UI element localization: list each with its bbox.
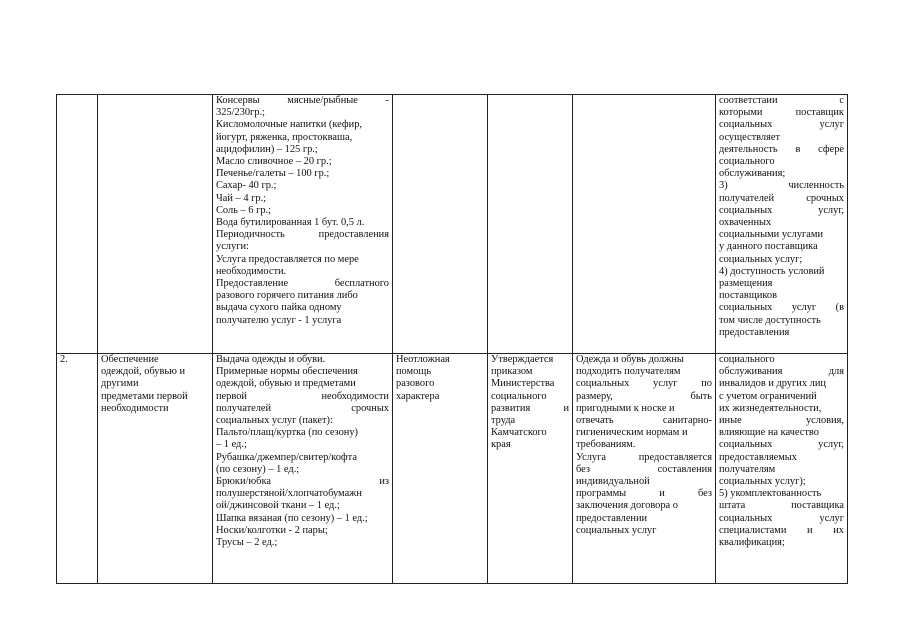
- text-line: Пальто/плащ/куртка (по сезону): [216, 427, 359, 439]
- text-fragment: иные: [719, 415, 742, 427]
- text-line: йогурт, ряженка, простокваша,: [216, 131, 353, 143]
- text-line: 5) укомплектованность: [719, 488, 822, 500]
- text-line: разового горячего питания либо: [216, 290, 358, 302]
- service-name-cell: [98, 354, 213, 584]
- table-row: [57, 95, 848, 354]
- text-line: предметами первой: [101, 390, 188, 402]
- text-line: [719, 500, 844, 512]
- text-line: [719, 180, 844, 192]
- text-line: [719, 205, 844, 217]
- text-line: с учетом ограничений: [719, 390, 817, 402]
- text-line: пригодными к носке и: [576, 402, 675, 414]
- text-fragment: программы: [576, 488, 627, 500]
- text-line: [576, 464, 712, 476]
- text-line: социальных услуг;: [719, 253, 803, 265]
- text-line: [576, 452, 712, 464]
- text-line: Чай – 4 гр.;: [216, 192, 267, 204]
- text-line: Выдача одежды и обуви.: [216, 354, 326, 365]
- text-line: [719, 366, 844, 378]
- text-fragment: Брюки/юбка: [216, 476, 271, 488]
- text-line: помощь: [396, 366, 432, 378]
- text-line: охваченных: [719, 217, 772, 229]
- text-fragment: в: [795, 143, 801, 155]
- text-fragment: первой: [216, 390, 247, 402]
- text-fragment: отвечать: [576, 415, 614, 427]
- text-line: Масло сливочное – 20 гр.;: [216, 156, 332, 168]
- text-line: [576, 391, 712, 403]
- text-line: разового: [396, 378, 435, 390]
- service-content-cell: [213, 95, 393, 354]
- text-fragment: сфере: [818, 143, 844, 155]
- text-line: [719, 95, 844, 107]
- text-line: другими: [101, 378, 139, 390]
- service-content-cell: [213, 354, 393, 584]
- text-line: [719, 193, 844, 205]
- text-fragment: социальных: [719, 302, 773, 314]
- text-line: [216, 403, 389, 415]
- text-line: Обеспечение: [101, 354, 159, 365]
- text-line: предоставления: [719, 326, 790, 338]
- text-fragment: срочных: [806, 192, 844, 204]
- text-line: [576, 488, 712, 500]
- text-fragment: необходимости: [321, 390, 389, 402]
- text-line: [719, 302, 844, 314]
- row-number-cell: 2.: [57, 354, 98, 584]
- quality-criteria-cell: [716, 354, 848, 584]
- table-row: [57, 354, 848, 584]
- text-line: социальными услугами: [719, 229, 824, 241]
- service-type-cell: [393, 95, 488, 354]
- text-line: [719, 415, 844, 427]
- text-line: одеждой, обувью и: [101, 366, 186, 378]
- text-line: [216, 95, 389, 107]
- text-fragment: услуг: [653, 378, 678, 390]
- text-line: [719, 107, 844, 119]
- text-fragment: социальных: [719, 512, 773, 524]
- text-fragment: санитарно-: [662, 415, 712, 427]
- text-fragment: социальных: [719, 204, 773, 216]
- text-fragment: численность: [788, 180, 844, 192]
- text-line: Соль – 6 гр.;: [216, 204, 272, 216]
- text-line: Рубашка/джемпер/свитер/кофта: [216, 451, 357, 463]
- text-line: социального: [719, 156, 775, 168]
- services-table: [56, 94, 848, 584]
- text-line: [576, 415, 712, 427]
- text-fragment: быть: [690, 390, 712, 402]
- text-line: социальных услуг (пакет):: [216, 415, 333, 427]
- text-line: у данного поставщика: [719, 241, 818, 253]
- text-line: Услуга предоставляется по мере: [216, 253, 359, 265]
- text-line: [216, 278, 389, 290]
- text-line: 325/230гр.;: [216, 107, 266, 119]
- quality-criteria-cell: [716, 95, 848, 354]
- text-fragment: получателей: [719, 192, 775, 204]
- text-line: труда: [491, 415, 516, 427]
- text-line: влияющие на качество: [719, 427, 819, 439]
- text-fragment: социальных: [576, 378, 630, 390]
- text-fragment: составления: [657, 463, 712, 475]
- text-fragment: Консервы: [216, 95, 260, 106]
- text-fragment: обслуживания: [719, 366, 783, 378]
- text-line: края: [491, 439, 511, 451]
- text-fragment: для: [828, 366, 844, 378]
- text-fragment: условия,: [805, 415, 844, 427]
- text-fragment: поставщика: [791, 500, 844, 512]
- text-line: социального: [491, 390, 547, 402]
- text-fragment: Услуга: [576, 451, 606, 463]
- text-line: [576, 378, 712, 390]
- text-fragment: 3): [719, 180, 728, 192]
- text-fragment: (в: [835, 302, 844, 314]
- text-line: Печенье/галеты – 100 гр.;: [216, 168, 330, 180]
- text-fragment: из: [379, 476, 389, 488]
- text-line: социального: [719, 354, 775, 365]
- text-line: Неотложная: [396, 354, 450, 365]
- quality-requirements-cell: [573, 95, 716, 354]
- text-fragment: по: [701, 378, 712, 390]
- text-line: том числе доступность: [719, 314, 821, 326]
- text-fragment: услуг: [819, 119, 844, 131]
- text-line: социальных услуг);: [719, 476, 806, 488]
- text-fragment: которыми: [719, 107, 763, 119]
- text-line: приказом: [491, 366, 533, 378]
- approval-cell: [488, 95, 573, 354]
- text-fragment: размеру,: [576, 390, 613, 402]
- text-line: полушерстяной/хлопчатобумажн: [216, 488, 362, 500]
- text-fragment: штата: [719, 500, 746, 512]
- text-fragment: и: [563, 402, 569, 414]
- text-fragment: без: [576, 463, 590, 475]
- approval-cell: [488, 354, 573, 584]
- text-line: одеждой, обувью и предметами: [216, 378, 356, 390]
- text-fragment: с: [839, 95, 844, 106]
- text-line: [719, 144, 844, 156]
- text-fragment: их: [833, 524, 844, 536]
- text-fragment: услуг: [819, 512, 844, 524]
- text-line: их жизнедеятельности,: [719, 402, 822, 414]
- text-fragment: предоставления: [318, 229, 389, 241]
- text-line: квалификация;: [719, 537, 785, 549]
- text-line: 4) доступность условий: [719, 265, 825, 277]
- text-line: заключения договора о: [576, 500, 678, 512]
- text-line: [719, 119, 844, 131]
- text-line: обслуживания;: [719, 168, 786, 180]
- text-line: [491, 403, 569, 415]
- text-line: характера: [396, 390, 440, 402]
- text-line: Вода бутилированная 1 бут. 0,5 л.: [216, 217, 365, 229]
- text-fragment: социальных: [719, 119, 773, 131]
- text-fragment: мясные/рыбные: [287, 95, 358, 106]
- text-line: осуществляет: [719, 131, 781, 143]
- text-fragment: и: [659, 488, 665, 500]
- text-line: гигиеническим нормам и: [576, 427, 688, 439]
- text-line: [719, 439, 844, 451]
- text-line: необходимости: [101, 402, 169, 414]
- text-fragment: -: [385, 95, 389, 106]
- text-line: ацидофилин) – 125 гр.;: [216, 143, 318, 155]
- text-fragment: социальных: [719, 439, 773, 451]
- text-line: выдача сухого пайка одному: [216, 302, 342, 314]
- text-line: – 1 ед.;: [216, 439, 247, 451]
- text-fragment: и: [807, 524, 813, 536]
- text-line: Одежда и обувь должны: [576, 354, 684, 365]
- text-fragment: бесплатного: [334, 278, 389, 290]
- text-line: Сахар- 40 гр.;: [216, 180, 277, 192]
- text-line: индивидуальной: [576, 476, 650, 488]
- text-fragment: услуг: [791, 302, 817, 314]
- text-line: инвалидов и других лиц: [719, 378, 826, 390]
- text-line: социальных услуг: [576, 524, 657, 536]
- row-number-cell: [57, 95, 98, 354]
- text-line: ой/джинсовой ткани – 1 ед.;: [216, 500, 340, 512]
- text-line: Кисломолочные напитки (кефир,: [216, 119, 362, 131]
- text-line: поставщиков: [719, 290, 777, 302]
- text-line: подходить получателям: [576, 366, 681, 378]
- text-line: Утверждается: [491, 354, 554, 365]
- text-line: [719, 525, 844, 537]
- text-line: предоставлении: [576, 512, 648, 524]
- text-fragment: Периодичность: [216, 229, 285, 241]
- text-line: услуги:: [216, 241, 249, 253]
- text-line: Шапка вязаная (по сезону) – 1 ед.;: [216, 512, 368, 524]
- service-name-cell: [98, 95, 213, 354]
- text-line: Примерные нормы обеспечения: [216, 366, 358, 378]
- text-fragment: соответстаии: [719, 95, 778, 106]
- text-fragment: услуг,: [818, 204, 844, 216]
- text-line: [216, 476, 389, 488]
- text-line: предоставляемых: [719, 451, 797, 463]
- text-line: Носки/колготки - 2 пары;: [216, 524, 328, 536]
- text-line: необходимости.: [216, 265, 287, 277]
- text-line: [216, 391, 389, 403]
- text-line: требованиям.: [576, 439, 636, 451]
- text-fragment: без: [698, 488, 712, 500]
- text-fragment: получателей: [216, 402, 272, 414]
- text-fragment: специалистами: [719, 524, 787, 536]
- service-type-cell: [393, 354, 488, 584]
- text-fragment: срочных: [351, 402, 389, 414]
- text-fragment: предоставляется: [638, 451, 712, 463]
- text-line: размещения: [719, 278, 773, 290]
- quality-requirements-cell: [573, 354, 716, 584]
- text-line: Камчатского: [491, 427, 547, 439]
- text-fragment: деятельность: [719, 143, 778, 155]
- text-fragment: Предоставление: [216, 278, 289, 290]
- text-fragment: услуг,: [818, 439, 844, 451]
- text-line: [719, 513, 844, 525]
- text-line: получателям: [719, 463, 776, 475]
- text-line: (по сезону) – 1 ед.;: [216, 463, 300, 475]
- text-fragment: развития: [491, 402, 531, 414]
- text-line: [216, 229, 389, 241]
- text-line: Трусы – 2 ед.;: [216, 537, 278, 549]
- text-line: Министерства: [491, 378, 555, 390]
- text-fragment: поставщик: [795, 107, 844, 119]
- text-line: получателю услуг - 1 услуга: [216, 314, 342, 326]
